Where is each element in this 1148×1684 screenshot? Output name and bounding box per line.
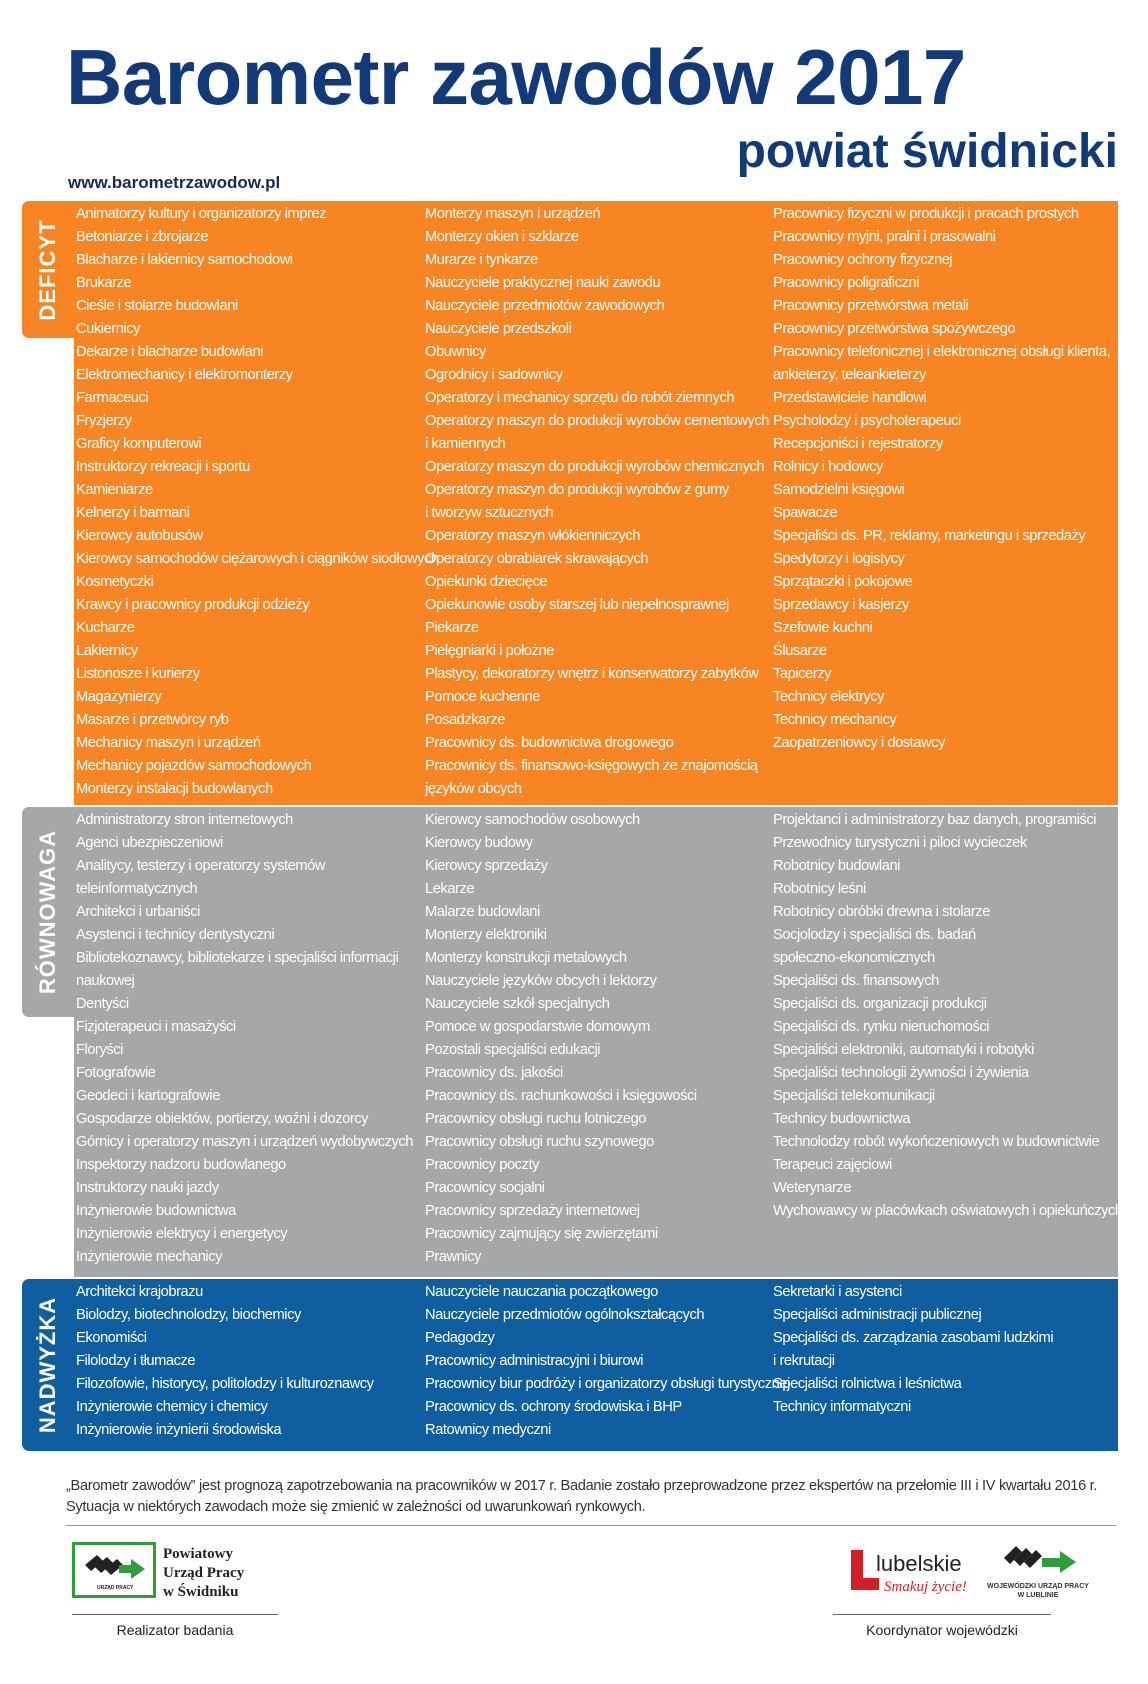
occupation-item: Prawnicy — [425, 1249, 481, 1265]
occupation-item: Geodeci i kartografowie — [76, 1088, 220, 1104]
rownowaga-column-3 — [773, 809, 1123, 1223]
occupation-item: Piekarze — [425, 620, 479, 636]
occupation-item: Technicy informatyczni — [773, 1399, 911, 1415]
occupation-item: Spawacze — [773, 505, 838, 521]
pup-name-line-2: Urząd Pracy — [163, 1565, 245, 1581]
occupation-item: Specjaliści ds. PR, reklamy, marketingu i sprzedaży — [773, 528, 1086, 544]
occupation-item: Dentyści — [76, 996, 129, 1012]
occupation-item: Robotnicy obróbki drewna i stolarze — [773, 904, 990, 920]
occupation-item: Pracownicy ds. jakości — [425, 1065, 563, 1081]
footnote-line-2: Sytuacja w niektórych zawodach może się zmienić w zależności od uwarunkowań rynkowych. — [66, 1499, 646, 1515]
occupation-item: Plastycy, dekoratorzy wnętrz i konserwatorzy zabytków — [425, 666, 759, 682]
occupation-item: Sekretarki i asystenci — [773, 1284, 902, 1300]
occupation-item: Masarze i przetwórcy ryb — [76, 712, 229, 728]
pup-name-line-1: Powiatowy — [163, 1546, 233, 1562]
deficyt-column-1 — [76, 203, 439, 801]
section-tab-nadwyzka — [22, 1279, 74, 1451]
occupation-item: Pracownicy ds. ochrony środowiska i BHP — [425, 1399, 682, 1415]
pup-swidnik-logo — [72, 1542, 156, 1598]
occupation-item: Tapicerzy — [773, 666, 831, 682]
rownowaga-column-1 — [76, 809, 413, 1269]
occupation-item: Instruktorzy rekreacji i sportu — [76, 459, 250, 475]
occupation-item: Graficy komputerowi — [76, 436, 202, 452]
occupation-item: Operatorzy maszyn do produkcji wyrobów cementowych — [425, 413, 770, 429]
occupation-item: Pomoce kuchenne — [425, 689, 540, 705]
occupation-item: Malarze budowlani — [425, 904, 540, 920]
website-link[interactable]: www.barometrzawodow.pl — [68, 173, 281, 192]
occupation-item: Kierowcy sprzedaży — [425, 858, 548, 874]
occupation-item: Biolodzy, biotechnolodzy, biochemicy — [76, 1307, 301, 1323]
occupation-item: Specjaliści ds. organizacji produkcji — [773, 996, 987, 1012]
occupation-item: Opiekunowie osoby starszej lub niepełnosprawnej — [425, 597, 729, 613]
wup-arrows-icon — [990, 1540, 1086, 1582]
occupation-item: Pracownicy poczty — [425, 1157, 539, 1173]
occupation-item: Nauczyciele praktycznej nauki zawodu — [425, 275, 661, 291]
nadwyzka-column-2 — [425, 1281, 790, 1442]
occupation-item: Kamieniarze — [76, 482, 153, 498]
occupation-item: Sprzątaczki i pokojowe — [773, 574, 913, 590]
occupation-item: Pracownicy ds. rachunkowości i księgowości — [425, 1088, 697, 1104]
occupation-item: Brukarze — [76, 275, 132, 291]
occupation-item: Lakiernicy — [76, 643, 138, 659]
occupation-item: społeczno-ekonomicznych — [773, 950, 935, 966]
occupation-item: Lekarze — [425, 881, 475, 897]
occupation-item: Pracownicy przetwórstwa spożywczego — [773, 321, 1016, 337]
occupation-item: Kucharze — [76, 620, 135, 636]
occupation-item: Asystenci i technicy dentystyczni — [76, 927, 275, 943]
occupation-item: Operatorzy maszyn do produkcji wyrobów chemicznych — [425, 459, 765, 475]
occupation-item: Pracownicy administracyjni i biurowi — [425, 1353, 644, 1369]
occupation-item: Monterzy maszyn i urządzeń — [425, 206, 601, 222]
occupation-item: Inżynierowie chemicy i chemicy — [76, 1399, 268, 1415]
occupation-item: Socjolodzy i specjaliści ds. badań — [773, 927, 976, 943]
occupation-item: Pracownicy socjalni — [425, 1180, 545, 1196]
occupation-item: Kierowcy budowy — [425, 835, 533, 851]
occupation-item: Inspektorzy nadzoru budowlanego — [76, 1157, 286, 1173]
occupation-item: Technicy budownictwa — [773, 1111, 911, 1127]
occupation-item: Dekarze i blacharze budowlani — [76, 344, 263, 360]
occupation-item: Administratorzy stron internetowych — [76, 812, 293, 828]
occupation-item: Kierowcy samochodów ciężarowych i ciągników siodłowych — [76, 551, 439, 567]
occupation-item: Kosmetyczki — [76, 574, 154, 590]
occupation-item: Bibliotekoznawcy, bibliotekarze i specjaliści informacji — [76, 950, 399, 966]
occupation-item: Blacharze i lakiernicy samochodowi — [76, 252, 293, 268]
occupation-item: Pracownicy telefonicznej i elektronicznej obsługi klienta, — [773, 344, 1111, 360]
occupation-item: Pracownicy zajmujący się zwierzętami — [425, 1226, 658, 1242]
occupation-item: Ratownicy medyczni — [425, 1422, 551, 1438]
arrows-icon — [79, 1549, 149, 1593]
page-subtitle: powiat świdnicki — [736, 125, 1118, 178]
occupation-item: Elektromechanicy i elektromonterzy — [76, 367, 293, 383]
occupation-item: ankieterzy, teleankieterzy — [773, 367, 926, 383]
occupation-item: i kamiennych — [425, 436, 506, 452]
occupation-item: Magazynierzy — [76, 689, 162, 705]
deficyt-column-3 — [773, 203, 1110, 755]
occupation-item: Cukiernicy — [76, 321, 141, 337]
occupation-item: teleinformatycznych — [76, 881, 198, 897]
occupation-item: Monterzy okien i szklarze — [425, 229, 579, 245]
footnote — [66, 1476, 1116, 1518]
occupation-item: Technolodzy robót wykończeniowych w budownictwie — [773, 1134, 1100, 1150]
occupation-item: języków obcych — [425, 781, 522, 797]
left-caption: Realizator badania — [116, 1622, 234, 1638]
occupation-item: Pracownicy ds. budownictwa drogowego — [425, 735, 674, 751]
occupation-item: i rekrutacji — [773, 1353, 835, 1369]
occupation-item: Monterzy elektroniki — [425, 927, 547, 943]
occupation-item: Terapeuci zajęciowi — [773, 1157, 892, 1173]
occupation-item: Inżynierowie budownictwa — [76, 1203, 236, 1219]
deficyt-column-2 — [425, 203, 769, 801]
occupation-item: Pracownicy sprzedaży internetowej — [425, 1203, 640, 1219]
occupation-item: Mechanicy maszyn i urządzeń — [76, 735, 261, 751]
occupation-item: Kierowcy autobusów — [76, 528, 203, 544]
occupation-item: Nauczyciele języków obcych i lektorzy — [425, 973, 657, 989]
occupation-item: Pracownicy obsługi ruchu lotniczego — [425, 1111, 647, 1127]
occupation-item: Ogrodnicy i sadownicy — [425, 367, 563, 383]
occupation-item: Specjaliści rolnictwa i leśnictwa — [773, 1376, 962, 1392]
occupation-item: Nauczyciele przedszkoli — [425, 321, 572, 337]
section-tab-deficyt — [22, 201, 74, 338]
logo-small-text: URZĄD PRACY — [97, 1585, 134, 1591]
occupation-item: Operatorzy maszyn do produkcji wyrobów z gumy — [425, 482, 729, 498]
occupation-item: Krawcy i pracownicy produkcji odzieży — [76, 597, 310, 613]
occupation-item: Cieśle i stolarze budowlani — [76, 298, 238, 314]
occupation-item: Recepcjoniści i rejestratorzy — [773, 436, 943, 452]
occupation-item: Animatorzy kultury i organizatorzy imprez — [76, 206, 327, 222]
occupation-item: Filolodzy i tłumacze — [76, 1353, 196, 1369]
occupation-item: Betoniarze i zbrojarze — [76, 229, 209, 245]
section-label-rownowaga: RÓWNOWAGA — [35, 829, 60, 995]
occupation-item: Instruktorzy nauki jazdy — [76, 1180, 219, 1196]
nadwyzka-column-3 — [773, 1281, 1053, 1419]
occupation-item: Pracownicy biur podróży i organizatorzy obsługi turystycznej — [425, 1376, 790, 1392]
occupation-item: Specjaliści ds. zarządzania zasobami ludzkimi — [773, 1330, 1054, 1346]
occupation-item: Technicy elektrycy — [773, 689, 885, 705]
pup-name-line-3: w Świdniku — [163, 1584, 239, 1600]
occupation-item: Pracownicy poligraficzni — [773, 275, 919, 291]
occupation-item: Operatorzy maszyn włókienniczych — [425, 528, 640, 544]
occupation-item: Pozostali specjaliści edukacji — [425, 1042, 601, 1058]
lubelskie-slogan: Smakuj życie! — [884, 1579, 967, 1595]
occupation-item: Opiekunki dziecięce — [425, 574, 548, 590]
occupation-item: Monterzy instalacji budowlanych — [76, 781, 273, 797]
occupation-item: Listonosze i kurierzy — [76, 666, 200, 682]
occupation-item: Przewodnicy turystyczni i piloci wycieczek — [773, 835, 1027, 851]
occupation-item: Ekonomiści — [76, 1330, 147, 1346]
occupation-item: Nauczyciele przedmiotów zawodowych — [425, 298, 665, 314]
occupation-item: Specjaliści ds. finansowych — [773, 973, 939, 989]
occupation-item: Fizjoterapeuci i masażyści — [76, 1019, 236, 1035]
occupation-item: Spedytorzy i logistycy — [773, 551, 905, 567]
occupation-item: Fryzjerzy — [76, 413, 132, 429]
occupation-item: Monterzy konstrukcji metalowych — [425, 950, 627, 966]
occupation-item: Inżynierowie inżynierii środowiska — [76, 1422, 282, 1438]
occupation-item: Robotnicy leśni — [773, 881, 866, 897]
left-caption-rule — [72, 1614, 278, 1615]
occupation-item: Górnicy i operatorzy maszyn i urządzeń wydobywczych — [76, 1134, 414, 1150]
occupation-item: Kelnerzy i barmani — [76, 505, 190, 521]
occupation-item: Szefowie kuchni — [773, 620, 873, 636]
occupation-item: Agenci ubezpieczeniowi — [76, 835, 223, 851]
occupation-item: Specjaliści elektroniki, automatyki i robotyki — [773, 1042, 1034, 1058]
occupation-item: Gospodarze obiektów, portierzy, woźni i dozorcy — [76, 1111, 369, 1127]
occupation-item: Zaopatrzeniowcy i dostawcy — [773, 735, 945, 751]
occupation-item: Pracownicy ochrony fizycznej — [773, 252, 953, 268]
occupation-item: Analitycy, testerzy i operatorzy systemów — [76, 858, 326, 874]
occupation-item: Wychowawcy w placówkach oświatowych i opiekuńczych — [773, 1203, 1123, 1219]
occupation-item: Pracownicy przetwórstwa metali — [773, 298, 969, 314]
occupation-item: Posadzkarze — [425, 712, 505, 728]
occupation-item: Specjaliści telekomunikacji — [773, 1088, 935, 1104]
lubelskie-logo-name: lubelskie — [876, 1551, 962, 1576]
occupation-item: Pracownicy fizyczni w produkcji i pracach prostych — [773, 206, 1079, 222]
occupation-item: Operatorzy obrabiarek skrawających — [425, 551, 649, 567]
occupation-item: Kierowcy samochodów osobowych — [425, 812, 640, 828]
occupation-item: Architekci i urbaniści — [76, 904, 200, 920]
occupation-item: i tworzyw sztucznych — [425, 505, 554, 521]
occupation-item: Technicy mechanicy — [773, 712, 897, 728]
occupation-item: Murarze i tynkarze — [425, 252, 538, 268]
nadwyzka-column-1 — [76, 1281, 374, 1442]
section-tab-rownowaga — [22, 807, 74, 1017]
occupation-item: Robotnicy budowlani — [773, 858, 900, 874]
occupation-item: Samodzielni księgowi — [773, 482, 905, 498]
occupation-item: Pracownicy ds. finansowo-księgowych ze znajomością — [425, 758, 758, 774]
occupation-item: Farmaceuci — [76, 390, 149, 406]
occupation-item: Pracownicy myjni, pralni i prasowalni — [773, 229, 996, 245]
right-caption-rule — [833, 1614, 1051, 1615]
occupation-item: Weterynarze — [773, 1180, 852, 1196]
occupation-item: Ślusarze — [773, 643, 827, 659]
occupation-item: Rolnicy i hodowcy — [773, 459, 883, 475]
footer-divider — [66, 1525, 1116, 1526]
occupation-item: naukowej — [76, 973, 135, 989]
footnote-line-1: „Barometr zawodów” jest prognozą zapotrzebowania na pracowników w 2017 r. Badanie zostało przeprowadzone przez ekspertów na przełomie III i IV kwartału 2016 r. — [66, 1478, 1098, 1494]
occupation-item: Nauczyciele przedmiotów ogólnokształcących — [425, 1307, 705, 1323]
occupation-item: Specjaliści technologii żywności i żywienia — [773, 1065, 1029, 1081]
occupation-item: Sprzedawcy i kasjerzy — [773, 597, 909, 613]
wup-name — [986, 1582, 1090, 1600]
occupation-item: Obuwnicy — [425, 344, 486, 360]
occupation-item: Floryści — [76, 1042, 123, 1058]
occupation-item: Przedstawiciele handlowi — [773, 390, 927, 406]
occupation-item: Pedagodzy — [425, 1330, 495, 1346]
right-caption: Koordynator wojewódzki — [866, 1622, 1018, 1638]
occupation-item: Pomoce w gospodarstwie domowym — [425, 1019, 650, 1035]
occupation-item: Nauczyciele szkół specjalnych — [425, 996, 610, 1012]
wup-name-line-2: W LUBLINIE — [1017, 1592, 1059, 1599]
occupation-item: Pielęgniarki i położne — [425, 643, 554, 659]
occupation-item: Inżynierowie mechanicy — [76, 1249, 223, 1265]
occupation-item: Fotografowie — [76, 1065, 156, 1081]
occupation-item: Psycholodzy i psychoterapeuci — [773, 413, 961, 429]
occupation-item: Operatorzy i mechanicy sprzętu do robót ziemnych — [425, 390, 735, 406]
occupation-item: Mechanicy pojazdów samochodowych — [76, 758, 312, 774]
occupation-item: Nauczyciele nauczania początkowego — [425, 1284, 658, 1300]
occupation-item: Projektanci i administratorzy baz danych, programiści — [773, 812, 1097, 828]
occupation-item: Filozofowie, historycy, politolodzy i kulturoznawcy — [76, 1376, 374, 1392]
section-label-deficyt: DEFICYT — [35, 218, 60, 321]
rownowaga-column-2 — [425, 809, 697, 1269]
occupation-item: Pracownicy obsługi ruchu szynowego — [425, 1134, 654, 1150]
pup-name — [163, 1545, 244, 1602]
occupation-item: Specjaliści ds. rynku nieruchomości — [773, 1019, 990, 1035]
page-title: Barometr zawodów 2017 — [66, 33, 966, 121]
occupation-item: Specjaliści administracji publicznej — [773, 1307, 982, 1323]
occupation-item: Architekci krajobrazu — [76, 1284, 203, 1300]
occupation-item: Inżynierowie elektrycy i energetycy — [76, 1226, 288, 1242]
section-label-nadwyzka: NADWYŻKA — [35, 1296, 60, 1434]
wup-name-line-1: WOJEWÓDZKI URZĄD PRACY — [987, 1583, 1089, 1590]
